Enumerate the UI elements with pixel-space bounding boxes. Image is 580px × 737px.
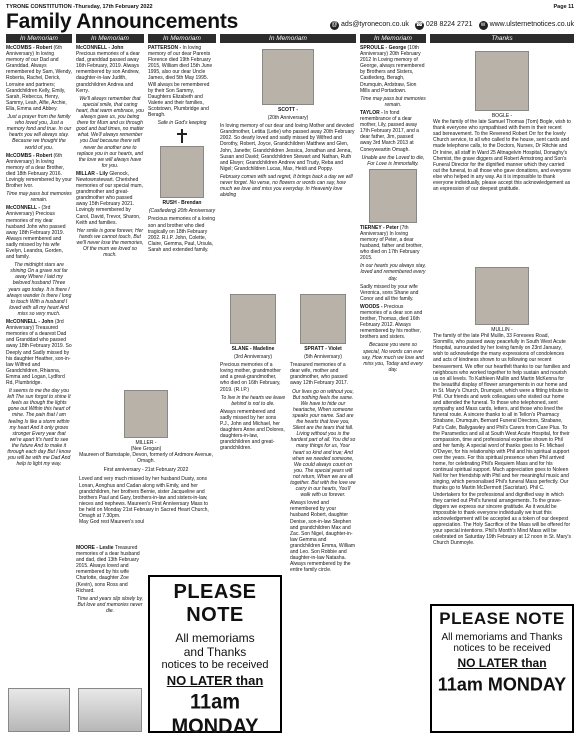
- notice-name: McCONNELL - John: [76, 45, 124, 51]
- section-bar-in-memoriam-1: In Memoriam: [6, 34, 72, 43]
- deadline-notice-2: PLEASE NOTE All memoriams and Thanks notices to be received NO LATER than 11am MONDAY: [430, 604, 574, 733]
- section-bar-in-memoriam-4: In Memoriam: [220, 34, 356, 43]
- deadline-notice-1: PLEASE NOTE All memoriams and Thanks notices to be received NO LATER than 11am MONDAY: [148, 575, 282, 733]
- notice-verse: We'll always remember that special smile, that caring heart, that warm embrace, you always gave us, you being there for Mum and us through good and bad times, no matter what. We'll always remember you Dad because there will never be another one to replace you in our hearts, and the love we will always have for you.: [76, 95, 144, 169]
- bible-image: [8, 688, 70, 732]
- email-icon: @: [331, 22, 338, 28]
- contact-strip: [330, 21, 574, 33]
- notice-name: MOORE - Leslie: [76, 545, 114, 551]
- portrait-photo: [230, 294, 276, 344]
- notice-verse: The midnight stars are shining On a grave not far away Where I laid my beloved husband Three years ago today. It is there I always wander Is there I long to touch With a husband I loved with all my heart And miss so very much.: [6, 262, 72, 317]
- notice-verse: Her smile is gone forever, Her hands we cannot touch, But we'll never lose the memories, Of the mum we loved so much.: [76, 227, 144, 259]
- page-title: Family Announcements: [6, 10, 239, 33]
- notice-verse: It seems to me the day you left The sun forgot to shine It feels as though the lights gone out Within this heart of mine. The pain that I am feeling Is like a storm within my heart And it only grows stronger Every year that we're apart It's hard to see the future And to make it through each day But I know you will be with me Dad And help to light my way.: [7, 388, 71, 468]
- portrait-photo: [475, 51, 529, 111]
- web-icon: w: [479, 21, 488, 30]
- notice-verse: Just a prayer from the family who loved you, Just a memory fond and true. In our hearts you will always stay. Because we thought the world of you.: [6, 114, 72, 151]
- moore-notice: MOORE - Leslie Treasured memories of a dear husband and dad, died 13th February 2015. Always loved and remembered by his wife Charlotte, daughter Zoe (Kevin), sons Ross and Richard. Time and years slip slowly by, But love and memories never die.: [76, 545, 143, 614]
- section-bar-in-memoriam-2: In Memoriam: [76, 34, 144, 43]
- notice-verse: Safe in God's keeping: [157, 120, 207, 127]
- notice-verse: Time may pass but memories remain.: [6, 191, 72, 204]
- portrait-photo: [262, 49, 314, 105]
- notice-name: McCONNELL -: [6, 205, 41, 212]
- column-5: SPROULE - George (10th Anniversary) 20th February 2012 In Loving memory of George, always remembered by Brothers and Sisters, Castlederg, Beragh, Drumquin, Ardstraw, Sion Mills and Portadown. Time may pass but memories remain. TAYLOR - In fond remembrance of a dear mother, Lily, passed away 17th February 2017, and a dear father, Jim, passed away 3rd March 2013 at Coneyweartin Omagh. Unable are the Loved to die, For Love is Immortality. TIERNEY - Peter (7th Anniversary) In loving memory of Peter, a dear husband, father and brother, who died on 17th February 2015. In our hearts you always stay, loved and remembered every day. Sadly missed by your wife Veronica, sons Shane and Conor and all the family. WOODS - Precious memories of a dear son and brother, Thomas, died 16th February 2012. Always remembered by his mother, brothers and sisters. Because you were so special, No words can ever say, How much we love and miss you, Today and every day.: [360, 45, 426, 373]
- notice-name: McCOMBS - Robert: [6, 152, 53, 159]
- miller-notice: MILLER - (Nee Grogan) Maureen of Barnstaple, Devon, formerly of Ardmore Avenue, Omagh. First anniversary - 21st February 2022 Loved and very much missed by her husband Dusty, sons Lonan, Aonghus and Cadan along with Emily, and her grandchildren, her brothers Bernie, sister Jacqueline and brothers Paul and Gary, brothers-in-law and sisters-in-law, nieces and nephews. Maureen's First Anniversary Mass to be held on Monday 21st February in Sacred Heart Church, Omagh at 7.30pm. May God rest Maureen's soul: [76, 385, 216, 533]
- mullin-thanks: MULLIN - The family of the late Phil Mullin, 33 Foresees Road, Sionmills, who passed away peacefully in South West Acute Hospital, surrounded by her loving family on 23rd January, wish to acknowledge the many expressions of condolences and acts of kindness shown to us following our recent bereavement. We offer our heartfelt thanks to our families and neighbours who worked together to help sustain and nourish us on all levels. To Kathleen Mullin and Martin McKenna for the beautiful display of flower arrangements in our home and in St. Mary's Church, Drumquin, which were a fitting tribute to Phil. Our friends and work colleagues who visited our home and attended the funeral. To those who telephoned, sent sympathy and Mass cards, letters, and those who lined the funeral route. A sincere thanks to all in Tellon's Pharmacy Strabane, Drumquin, Bernard Funeral Directors, Strabane, Pat's Cafe, Ballygawley and Phil's Carers from Care Plus. To the Paramedics and all at South West Acute Hospital, for their compassion, time and professional expertise shown to Phil and her family. A special word of thanks goes to Fr. Michael O'Dwyer, for his relationship with Phil and his spiritual support over the years. For this spiritual presence when Phil arrived home, for celebrating Phil's Requiem Mass and for his continual spiritual support. Much appreciation goes to Noleen Nell for her friendship with Phil and her meaningful music and singing, which personalised Phil's funeral Mass perfectly. Our thanks go to Martin McDermott (Sacristan). Phil C. Undertakers for the professional and dignified way in which they carried out Phil's funeral arrangements. To the grave-diggers we express our sincere gratitude. As it would be impossible to thank everyone individually we trust this acknowledgement will be accepted as a token of our deepest appreciation. The Holy Sacrifice of the Mass will be offered for your special intentions. Phil's Month's Mind Mass will be celebrated on Saturday 19th February at 12 noon in St. Mary's Church Dunmoyle.: [430, 262, 574, 602]
- notice-name: MILLAR - Lily: [76, 170, 108, 177]
- cross-icon: [177, 129, 187, 143]
- notice-verse: Time and years slip slowly by, But love and memories never die.: [77, 595, 143, 614]
- column-2: McCONNELL - John Precious memories of a dear dad, granddad passed away 16th February, 2019. Always remembered by son Andrew, daughter-in-law Judith, grandchildren Andrea and Kerry. We'll always remember that special smile, that caring heart, that warm embrace, you always gave us, you being there for Mum and us through good and bad times, no matter what. We'll always remember you Dad because there will never be another one to replace you in our hearts, and the love we will always have for you. MILLAR - Lily Glenock, Newtownstewart. Cherished memories of our special mum, grandmother and great-grandmother who passed away 15th February 2021. Lovingly remembered by Carol, David, Trevor, Sharon, Keith and families. Her smile is gone forever, Her hands we cannot touch, But we'll never lose the memories, Of the mum we loved so much.: [76, 45, 144, 259]
- portrait-photo: [124, 390, 168, 438]
- page-number: Page 11: [553, 3, 574, 10]
- column-3: PATTERSON - In loving memory of our dear Parents Florence died 19th February 2015, William died 15th June 1995, also our dear Uncle James, died 5th May 1995. Will always be remembered by their Son Sammy, Daughters Elizabeth and Valerie and their families, Scotstown, Plumbridge and Beragh. Safe in God's keeping RUSH - Brendan (Castlederg) 20th Anniversary Precious memories of a loving son and brother who died tragically on 18th February 2002. R.I.P. John, Colette, Claire, Gemma, Paul, Ursula, Sarah and extended family.: [148, 45, 216, 253]
- bible-image: [78, 688, 142, 732]
- section-bar-thanks: Thanks: [430, 34, 574, 43]
- page-header: [6, 11, 574, 33]
- email-contact[interactable]: @ ads@tyronecon.co.uk: [331, 21, 409, 28]
- portrait-photo: [300, 294, 346, 344]
- section-bar-in-memoriam-5: In Memoriam: [360, 34, 426, 43]
- column-4: SCOTT - (20th Anniversary) In loving memory of our dear and loving Mother and devoted Grandmother, Letitia (Letie) who passed away 20th February 2002. So dearly loved and sadly missed by Wilfred and Dorothy, Robert, Joyce, Grandchildren Matthew and Glen, John, Janette; Grandchildren Jessica, Jonathan and Jenna, Susan and David; Grandchildren Stewart and Nathan, Ruth and Elwyn; Grandchildren Andrew and Trudy, Reba and Nigel; Grandchildren Lucas, Max, Heidi and Poppy. February comes with sad regret, It brings back a day we will never forget. No verse, no flowers or words can say, how much we love and miss you everyday. In Heavenly love abiding: [220, 45, 356, 275]
- phone-icon: ☎: [415, 22, 424, 28]
- bogle-thanks: BOGLE - We the family of the late Samuel Thomas (Tom) Bogle, wish to thank everyone who sympathised with them in their recent sad bereavement. To the Reverend Robert Orr for the lovely Church service, to all who called to the house, sent cards and made telephone calls, to the Doctors, Nurses, Dr Ritchie and Dr Irvine, all staff in Ward 25 Altnagelvin Hospital, Donaghy's Chemist, the grave diggers and Robert Armstrong and Son's Funeral Director for the dignified manner which they carried out the funeral, to all those who gave donations, and everyone else who helped in any way. As it is impossible to thank everyone individually, please accept this acknowledgement as an expression of our deepest gratitude.: [430, 46, 574, 258]
- notice-name: McCOMBS - Robert: [6, 45, 53, 51]
- notice-name: PATTERSON -: [148, 45, 182, 51]
- spratt-notice: SPRATT - Violet (5th Anniversary) Treasured memories of a dear wife, mother and grandmother, who passed away 12th February 2017. Our lives go on without you, But nothing feels the same. We have to hide our heartache, When someone speaks your name. Sad are the hearts that love you, Silent are the tears that fall. Living without you is the hardest part of all. You did so many things for us, Your heart so kind and true; And when we needed someone, We could always count on you. The special years will not return, When we are all together. But with the love we carry in our hearts, You'll walk with us forever. Always loved and remembered by your husband Robert, daughter Denise, son-in-law Stephen and grandchildren Max and Zac. Son Nigel, daughter-in-law Gemma and grandchildren Emma, William and Leo. Son Robbie and daughter-in-law Natasha. Always remembered by the entire family circle.: [290, 292, 356, 732]
- portrait-photo: [160, 146, 204, 198]
- paper-dateline: TYRONE CONSTITUTION -Thursday, 17th February 2022: [6, 3, 153, 10]
- phone-contact[interactable]: ☎ 028 8224 2721: [415, 21, 473, 28]
- notice-name: McCONNELL - John: [6, 319, 54, 326]
- web-contact[interactable]: w www.ulsternetnotices.co.uk: [479, 21, 574, 30]
- notice-name: RUSH - Brendan: [162, 200, 202, 207]
- slane-notice: SLANE - Madeline (3rd Anniversary) Precious memories of a loving mother, grandmother and a great-grandmother, who died on 16th February, 2019. (R.I.P.) To live in the hearts we leave behind is not to die. Always remembered and sadly missed by her sons P.J., John and Michael, her daughters Anne and Dolores, daughters-in-law, grandchildren and great-grandchildren.: [220, 292, 286, 577]
- column-1: McCOMBS - Robert (6th Anniversary) In loving memory of our Dad and Granddad. Always remembered by Sam, Wendy, Roberta, Rachel, Derick, Lorraine and partners; Grandchildren Kelly, Emily, Sarah, Rebecca, Henry, Sammy, Leah, Alfie, Archie, Ella, Emma and Abbey. Just a prayer from the family who loved you, Just a memory fond and true. In our hearts you will always stay. Because we thought the world of you. McCOMBS - Robert (6th Anniversary) In loving memory of a dear Brother, died 18th February 2016. Lovingly remembered by your Brother Ivor. Time may pass but memories remain. McCONNELL - (3rd Anniversary) Precious memories of my dear husband John who passed away 18th February 2019. Always remembered and sadly missed by his wife Evelyn, Leandra, Gorden, and family. The midnight stars are shining On a grave not far away Where I laid my beloved husband Three years ago today. It is there I always wander Is there I long to touch With a husband I loved with all my heart And miss so very much. McCONNELL - John (3rd Anniversary) Treasured memories of a dearest Dad and Granddad who passed away 18th February 2019. So Deeply and Sadly missed by his daughter Heather, son-in-law Wilfred and Grandchildren, Rhianna, Emma and Logan, Lydford Rd, Plumbridge. It seems to me the day you left The sun forgot to shine It feels as though the lights gone out Within this heart of mine. The pain that I am feeling Is like a storm within my heart And it only grows stronger Every year that we're apart It's hard to see the future And to make it through each day But I know you will be with me Dad And help to light my way.: [6, 45, 72, 468]
- portrait-photo: [475, 267, 529, 325]
- section-bar-in-memoriam-3: In Memoriam: [148, 34, 216, 43]
- portrait-photo: [369, 169, 417, 223]
